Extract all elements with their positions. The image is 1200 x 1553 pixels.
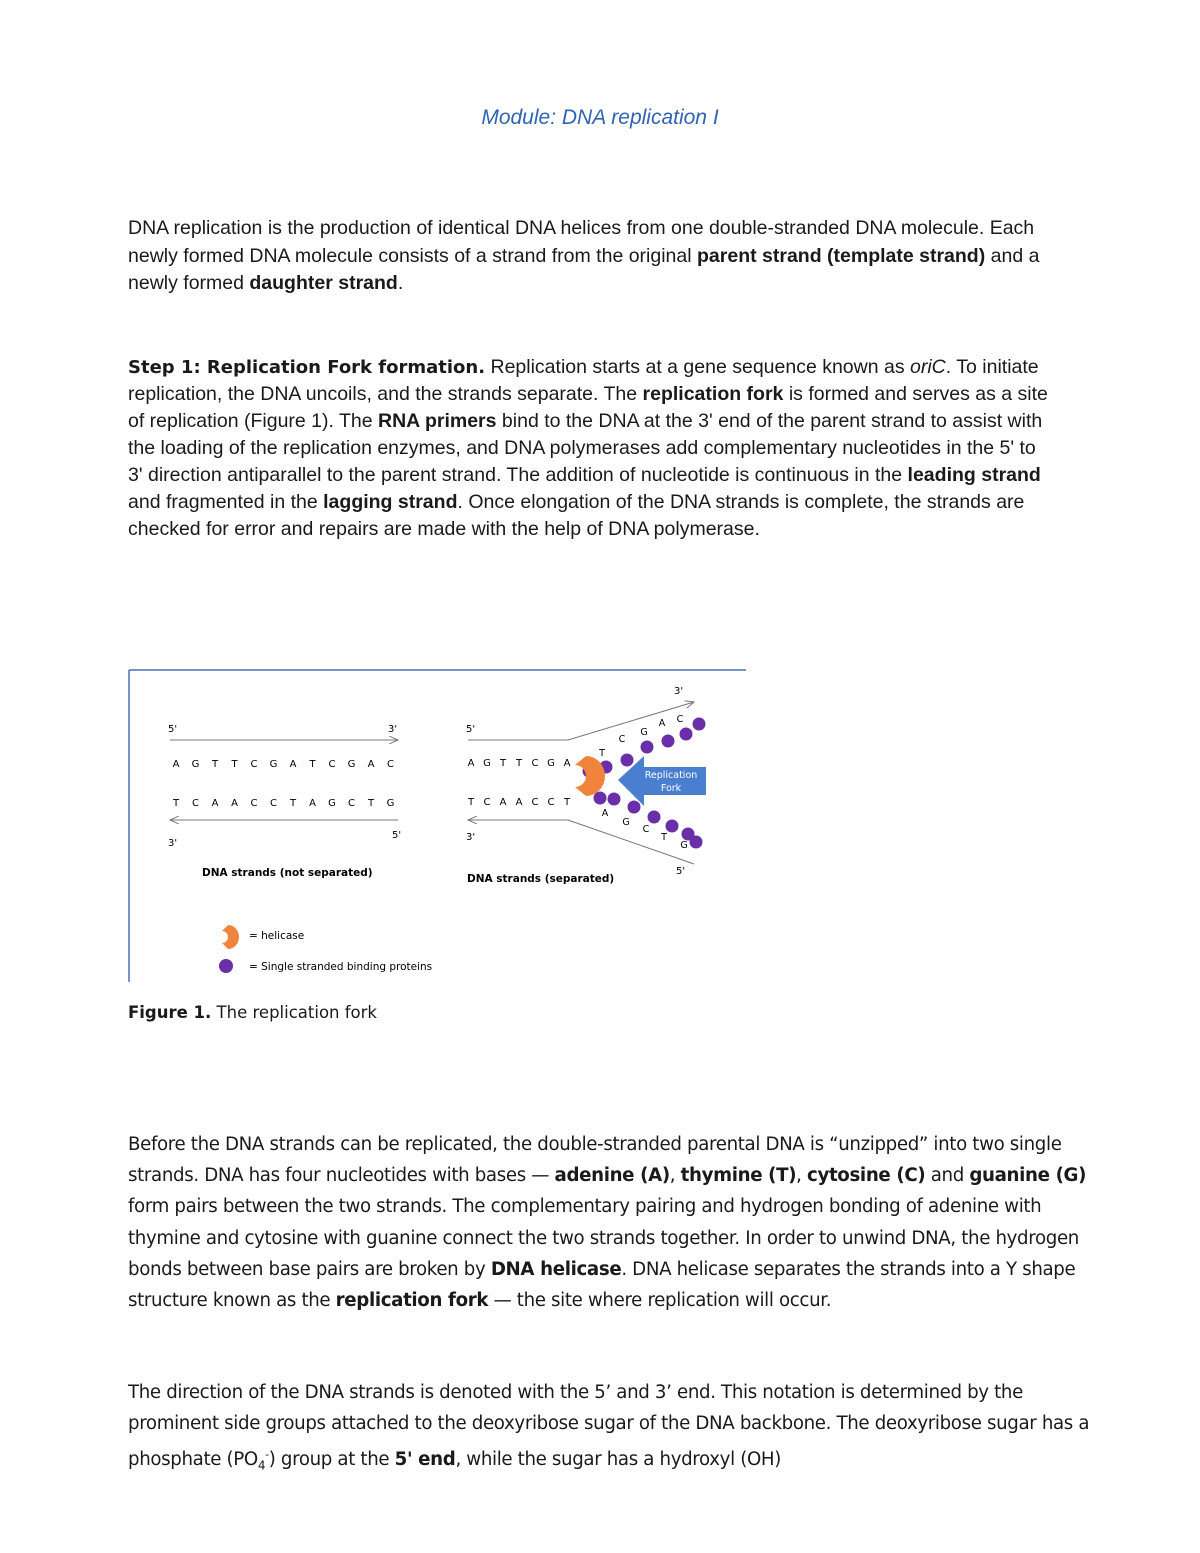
right-top-base: G — [547, 758, 555, 769]
right-bottom-base: C — [547, 797, 555, 808]
p3-text-2: , — [669, 1165, 681, 1187]
step1-text-5: and fragmented in the — [128, 491, 324, 513]
right-bottom-base: T — [467, 797, 475, 808]
left-bottom-base: G — [386, 798, 395, 809]
left-top-base: T — [231, 759, 238, 770]
p3-text-1: Before the DNA strands can be replicated, the double-stranded parental DNA is “unzipped” into two single strands. DNA has four nucleotides with bases — — [128, 1134, 1062, 1187]
legend-helicase-label: = helicase — [249, 930, 305, 942]
legend-ssb-icon — [219, 959, 233, 973]
caption-text: The replication fork — [211, 1003, 377, 1022]
step1-text-4: bind to the DNA at the 3' end of the parent strand to assist with the loading of the replication enzymes, and DNA polymerases add complementary nucleotides in the 5' to 3' direction antiparallel to the parent strand. The addition of nucleotide is continuous in the — [128, 410, 1043, 486]
ssb-protein — [628, 801, 641, 814]
left-top-base: A — [367, 759, 375, 770]
left-5prime-top: 5' — [168, 724, 178, 735]
lower-arm-base: G — [622, 817, 630, 828]
ssb-protein — [608, 793, 621, 806]
upper-arm-base: T — [599, 748, 605, 759]
right-label: DNA strands (separated) — [467, 873, 615, 885]
p4-text-1: The direction of the DNA strands is denoted with the 5’ and 3’ end. This notation is determined by the prominent side groups attached to the deoxyribose sugar of the DNA backbone. The deoxyribose sugar has a phosphate (PO — [128, 1382, 1090, 1471]
right-3prime-top: 3' — [674, 686, 684, 697]
step1-paragraph — [128, 354, 1048, 543]
left-top-base: C — [328, 759, 336, 770]
right-5prime-bottom: 5' — [676, 866, 686, 877]
ssb-protein — [641, 741, 654, 754]
left-5prime-bottom: 5' — [392, 830, 402, 841]
right-5prime-top: 5' — [466, 724, 476, 735]
right-top-base: C — [531, 758, 539, 769]
left-top-base: C — [250, 759, 258, 770]
upper-arm-base: G — [640, 727, 648, 738]
left-bottom-base: T — [367, 798, 375, 809]
right-bottom-base: A — [515, 797, 523, 808]
left-bottom-sequence — [172, 798, 394, 809]
right-top-base: G — [483, 758, 491, 769]
p3-text-3: , — [796, 1165, 808, 1187]
ssb-protein — [621, 754, 634, 767]
lower-arm-base: A — [601, 808, 609, 819]
left-bottom-base: T — [289, 798, 297, 809]
intro-paragraph — [128, 215, 1048, 298]
term-guanine: guanine (G) — [969, 1165, 1087, 1187]
left-top-base: T — [211, 759, 219, 770]
right-top-base: T — [515, 758, 523, 769]
right-upper-arm-line — [568, 702, 694, 740]
right-bottom-sequence — [467, 797, 571, 808]
ssb-protein — [693, 718, 706, 731]
left-bottom-base: A — [231, 798, 238, 809]
term-replication-fork-2: replication fork — [335, 1290, 489, 1312]
left-top-base: A — [172, 759, 180, 770]
arrow-label-1: Replication — [644, 770, 698, 781]
left-bottom-base: T — [172, 798, 180, 809]
left-label: DNA strands (not separated) — [202, 867, 373, 879]
term-lagging-strand: lagging strand — [323, 491, 458, 513]
p3-text-5: form pairs between the two strands. The complementary pairing and hydrogen bonding of adenine with thymine and cytosine with guanine connect the two strands together. In order to unwind DNA, the hydrogen bonds between base pairs are broken by — [128, 1196, 1079, 1280]
right-bottom-base: A — [499, 797, 507, 808]
direction-paragraph — [128, 1377, 1118, 1482]
replication-fork-figure — [128, 668, 748, 984]
term-thymine: thymine (T) — [680, 1165, 797, 1187]
left-top-base: C — [387, 759, 394, 770]
term-leading-strand: leading strand — [907, 464, 1041, 486]
term-dna-helicase: DNA helicase — [490, 1258, 622, 1280]
arrow-label-2: Fork — [660, 783, 682, 794]
figure-caption — [128, 1003, 377, 1022]
intro-text-2: and a newly formed — [128, 244, 1040, 294]
term-5-end: 5' end — [394, 1449, 456, 1471]
p3-text-6: . DNA helicase separates the strands into a Y shape structure known as the — [128, 1258, 1076, 1312]
step1-text-1: Replication starts at a gene sequence known as — [485, 356, 911, 378]
ssb-protein — [680, 728, 693, 741]
upper-arm-base: C — [618, 734, 626, 745]
ssb-protein — [666, 820, 679, 833]
left-bottom-base: A — [211, 798, 219, 809]
p3-text-4: and — [925, 1165, 970, 1187]
helicase-icon — [575, 756, 605, 796]
p4-subscript: 4 — [257, 1459, 266, 1474]
ssb-protein — [648, 811, 661, 824]
step1-text-6: . Once elongation of the DNA strands is complete, the strands are checked for error and repairs are made with the help of DNA polymerase. — [128, 491, 1025, 540]
right-top-sequence — [468, 758, 571, 769]
right-bottom-base: C — [483, 797, 491, 808]
right-top-base: A — [563, 758, 571, 769]
left-bottom-base: C — [270, 798, 277, 809]
term-rna-primers: RNA primers — [378, 410, 497, 432]
lower-arm-base: G — [680, 840, 688, 851]
left-top-sequence — [173, 759, 394, 770]
term-cytosine: cytosine (C) — [807, 1165, 926, 1187]
intro-text-3: . — [397, 272, 404, 294]
left-bottom-base: C — [348, 798, 355, 809]
term-replication-fork: replication fork — [642, 383, 784, 405]
lower-arm-base: C — [642, 824, 650, 835]
right-top-base: T — [499, 758, 507, 769]
intro-text-1: DNA replication is the production of identical DNA helices from one double-stranded DNA molecule. Each newly formed DNA molecule consists of a strand from the original — [128, 217, 1035, 267]
step1-text-3: is formed and serves as a site of replication (Figure 1). The — [128, 383, 1048, 432]
left-bottom-base: C — [250, 798, 258, 809]
p4-superscript: - — [265, 1448, 269, 1462]
caption-label: Figure 1. — [128, 1003, 212, 1022]
term-parent-strand: parent strand (template strand) — [697, 244, 986, 267]
step1-text-2: . To initiate replication, the DNA uncoils, and the strands separate. The — [128, 356, 1039, 405]
left-3prime-bottom: 3' — [168, 838, 178, 849]
left-top-base: A — [289, 759, 297, 770]
legend-helicase-icon — [222, 925, 239, 949]
p4-text-2: ) group at the — [268, 1449, 395, 1471]
left-bottom-base: C — [192, 798, 199, 809]
ssb-protein — [662, 735, 675, 748]
lower-arm-base: T — [661, 832, 667, 843]
upper-arm-base: A — [658, 718, 666, 729]
term-daughter-strand: daughter strand — [249, 272, 398, 294]
right-bottom-base: C — [531, 797, 539, 808]
upper-arm-base: C — [676, 714, 684, 725]
left-bottom-base: G — [328, 798, 336, 809]
module-title: Module: DNA replication I — [481, 106, 719, 129]
left-top-base: G — [269, 759, 278, 770]
ssb-protein — [594, 792, 607, 805]
right-top-base: A — [467, 758, 475, 769]
term-adenine: adenine (A) — [554, 1165, 670, 1187]
left-top-base: G — [191, 759, 200, 770]
left-3prime-top: 3' — [388, 724, 398, 735]
term-oric: oriC — [910, 356, 946, 378]
right-3prime-bottom: 3' — [466, 832, 476, 843]
left-top-base: G — [347, 759, 356, 770]
unzipping-paragraph — [128, 1129, 1118, 1316]
right-bottom-base: T — [563, 797, 571, 808]
legend-ssb-label: = Single stranded binding proteins — [249, 961, 433, 973]
ssb-protein — [690, 836, 703, 849]
left-bottom-base: A — [309, 798, 316, 809]
p3-text-7: — the site where replication will occur. — [488, 1290, 832, 1312]
left-top-base: T — [309, 759, 316, 770]
step1-heading: Step 1: Replication Fork formation. — [128, 357, 486, 378]
p4-text-3: , while the sugar has a hydroxyl (OH) — [455, 1449, 781, 1471]
